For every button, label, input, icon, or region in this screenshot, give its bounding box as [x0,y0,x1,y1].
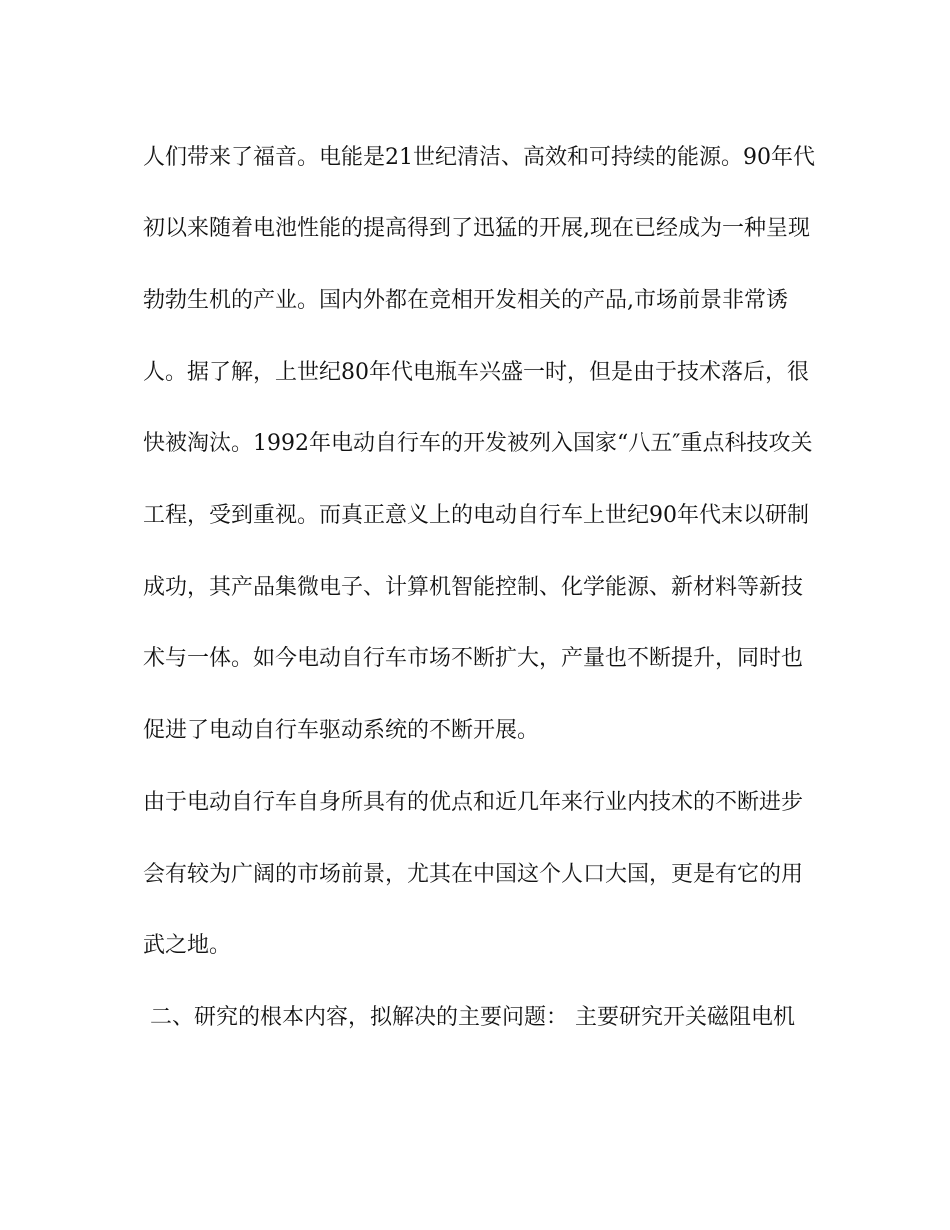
section-heading-line: 二、研究的根本内容，拟解决的主要问题： 主要研究开关磁阻电机 [150,1005,795,1030]
paragraph-line-5: 快被淘汰。1992年电动自行车的开发被列入国家“八五″重点科技攻关 [143,431,813,456]
paragraph-line-7: 成功，其产品集微电子、计算机智能控制、化学能源、新材料等新技 [143,575,804,600]
paragraph-line-8: 术与一体。如今电动自行车市场不断扩大，产量也不断提升，同时也 [143,646,804,671]
paragraph-line-9: 促进了电动自行车驱动系统的不断开展。 [143,718,540,743]
paragraph-line-10: 由于电动自行车自身所具有的优点和近几年来行业内技术的不断进步 [143,790,804,815]
paragraph-line-3: 勃勃生机的产业。国内外都在竞相开发相关的产品,市场前景非常诱 [143,288,788,313]
paragraph-line-11: 会有较为广阔的市场前景，尤其在中国这个人口大国，更是有它的用 [143,862,804,887]
paragraph-line-6: 工程，受到重视。而真正意义上的电动自行车上世纪90年代末以研制 [143,503,809,528]
paragraph-line-12: 武之地。 [143,933,232,958]
paragraph-line-2: 初以来随着电池性能的提高得到了迅猛的开展,现在已经成为一种呈现 [143,216,810,241]
paragraph-line-1: 人们带来了福音。电能是21世纪清洁、高效和可持续的能源。90年代 [143,145,815,170]
paragraph-line-4: 人。据了解，上世纪80年代电瓶车兴盛一时，但是由于技术落后，很 [143,360,809,385]
